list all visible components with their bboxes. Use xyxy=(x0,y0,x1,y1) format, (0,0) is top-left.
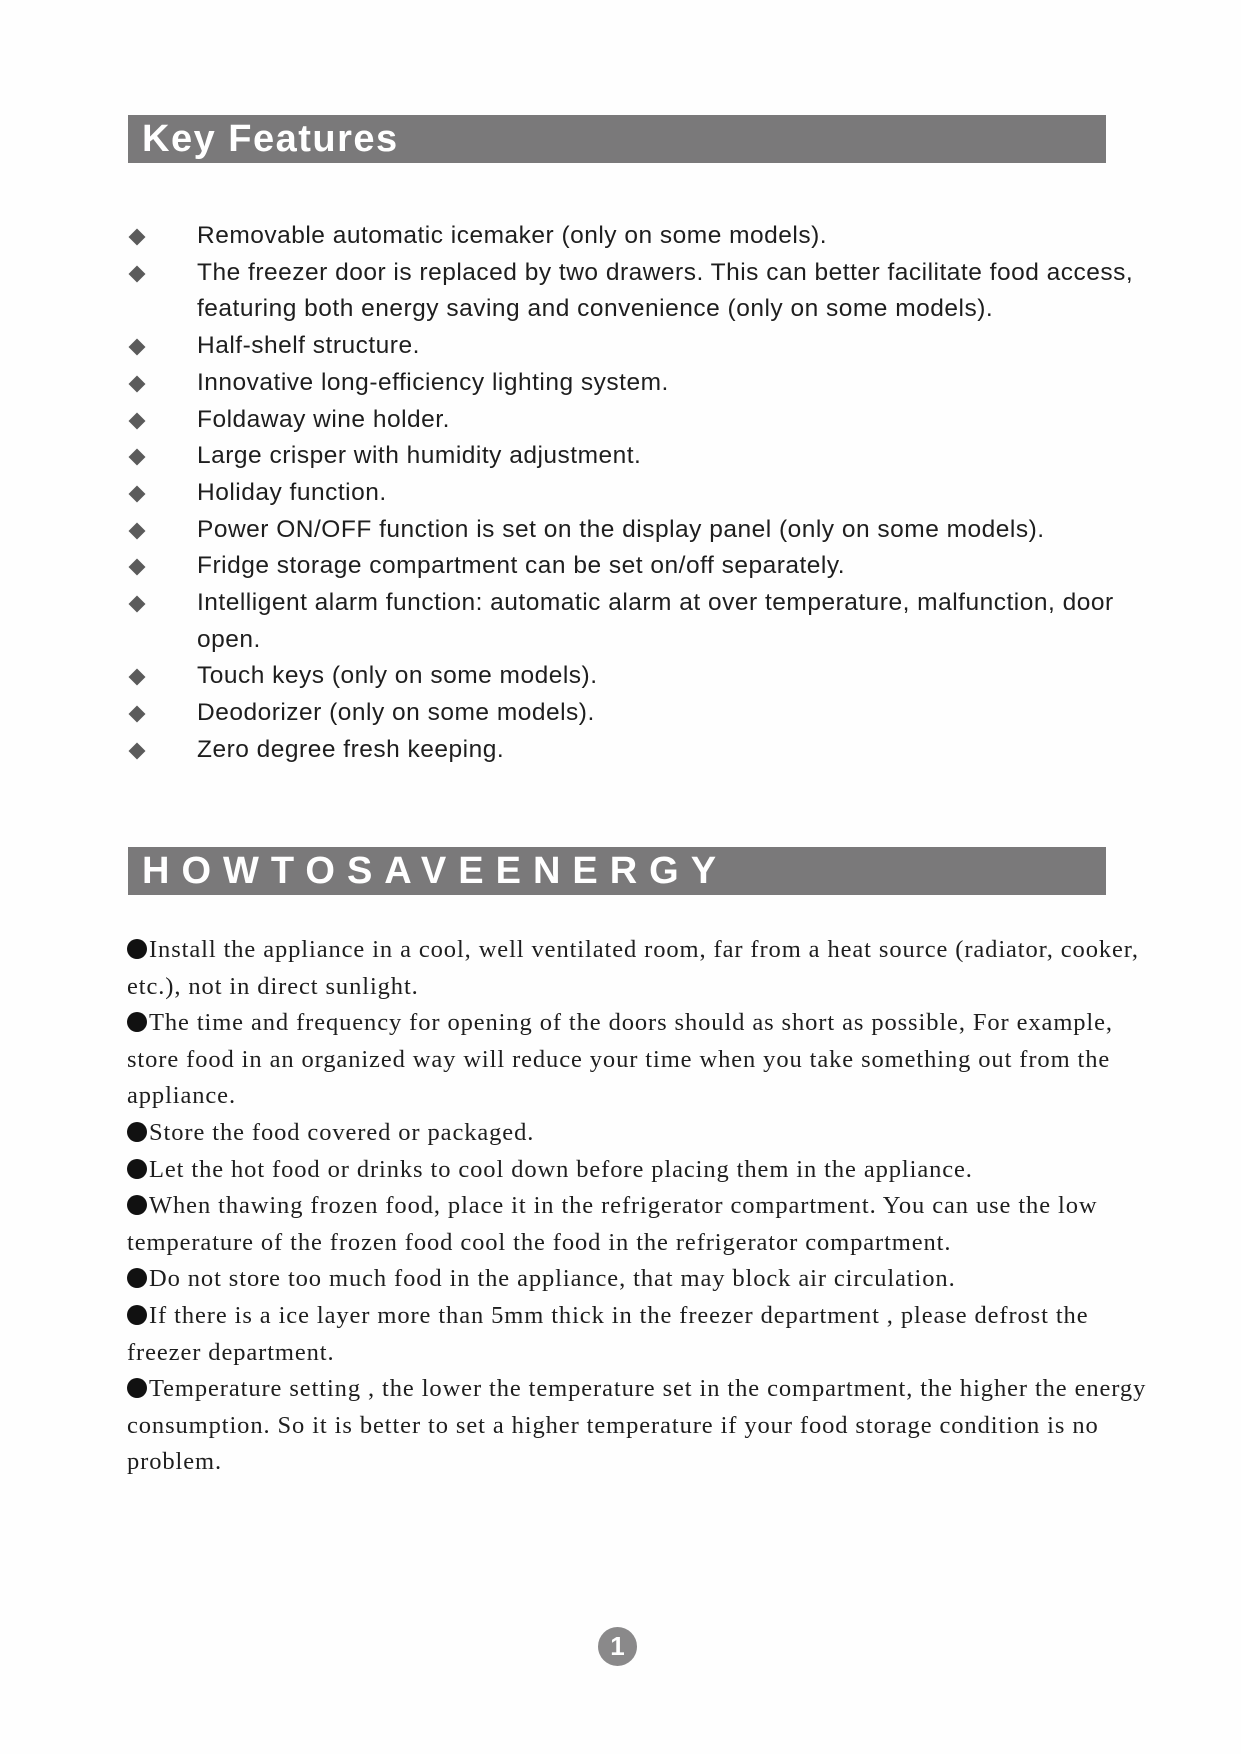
feature-item xyxy=(128,328,1148,365)
save-energy-list xyxy=(127,932,1157,1481)
energy-tip xyxy=(127,932,1157,1005)
page-number: 1 xyxy=(610,1631,625,1661)
feature-text: Zero degree fresh keeping. xyxy=(197,735,505,763)
energy-tip-text: Install the appliance in a cool, well ventilated room, far from a heat source (radiator, cooker, etc.), not in direct sunlight. xyxy=(127,936,1139,1000)
feature-text: The freezer door is replaced by two drawers. This can better facilitate food access, featuring both energy saving and convenience (only on some models). xyxy=(197,258,1134,323)
energy-tip xyxy=(127,1298,1157,1371)
feature-text: Holiday function. xyxy=(197,478,387,506)
energy-tip xyxy=(127,1115,1157,1152)
energy-tip xyxy=(127,1261,1157,1298)
feature-item xyxy=(128,512,1148,549)
round-bullet-icon xyxy=(127,1195,147,1215)
energy-tip-text: Store the food covered or packaged. xyxy=(149,1118,535,1146)
feature-item xyxy=(128,475,1148,512)
diamond-bullet-icon xyxy=(129,559,146,576)
page-number-badge xyxy=(598,1627,637,1666)
round-bullet-icon xyxy=(127,1159,147,1179)
energy-tip-text: If there is a ice layer more than 5mm thick in the freezer department , please defrost the freezer department. xyxy=(127,1301,1089,1366)
round-bullet-icon xyxy=(127,1012,147,1032)
round-bullet-icon xyxy=(127,1305,147,1325)
energy-tip-text: The time and frequency for opening of the doors should as short as possible, For example, store food in an organized way will reduce your time when you take something out from the appliance. xyxy=(127,1009,1113,1110)
feature-item xyxy=(128,218,1148,255)
feature-item xyxy=(128,255,1148,328)
diamond-bullet-icon xyxy=(129,412,146,429)
round-bullet-icon xyxy=(127,939,147,959)
round-bullet-icon xyxy=(127,1268,147,1288)
save-energy-title: HOWTOSAVEENERGY xyxy=(142,849,729,892)
feature-text: Innovative long-efficiency lighting system. xyxy=(197,368,669,396)
feature-item xyxy=(128,402,1148,439)
diamond-bullet-icon xyxy=(129,522,146,539)
energy-tip xyxy=(127,1371,1157,1481)
diamond-bullet-icon xyxy=(129,669,146,686)
energy-tip-text: Temperature setting , the lower the temperature set in the compartment, the higher the energy consumption. So it is better to set a higher temperature if your food storage condition is no problem. xyxy=(127,1375,1147,1476)
diamond-bullet-icon xyxy=(129,596,146,613)
feature-text: Fridge storage compartment can be set on/off separately. xyxy=(197,552,846,580)
diamond-bullet-icon xyxy=(129,265,146,282)
diamond-bullet-icon xyxy=(129,229,146,246)
diamond-bullet-icon xyxy=(129,449,146,466)
feature-text: Foldaway wine holder. xyxy=(197,405,450,433)
diamond-bullet-icon xyxy=(129,339,146,356)
energy-tip xyxy=(127,1005,1157,1115)
feature-text: Touch keys (only on some models). xyxy=(197,662,598,690)
feature-text: Intelligent alarm function: automatic alarm at over temperature, malfunction, door open. xyxy=(197,589,1114,653)
save-energy-header xyxy=(128,847,1106,895)
key-features-header xyxy=(128,115,1106,163)
feature-text: Half-shelf structure. xyxy=(197,332,420,360)
round-bullet-icon xyxy=(127,1378,147,1398)
energy-tip xyxy=(127,1152,1157,1189)
feature-item xyxy=(128,548,1148,585)
round-bullet-icon xyxy=(127,1122,147,1142)
key-features-title: Key Features xyxy=(142,117,399,160)
feature-item xyxy=(128,438,1148,475)
diamond-bullet-icon xyxy=(129,485,146,502)
energy-tip xyxy=(127,1188,1157,1261)
energy-tip-text: When thawing frozen food, place it in the refrigerator compartment. You can use the low temperature of the frozen food cool the food in the refrigerator compartment. xyxy=(127,1192,1098,1256)
feature-item xyxy=(128,365,1148,402)
feature-text: Power ON/OFF function is set on the display panel (only on some models). xyxy=(197,515,1045,543)
feature-item xyxy=(128,585,1148,658)
diamond-bullet-icon xyxy=(129,742,146,759)
feature-item xyxy=(128,658,1148,695)
feature-item xyxy=(128,695,1148,732)
feature-text: Large crisper with humidity adjustment. xyxy=(197,442,642,470)
feature-item xyxy=(128,732,1148,769)
diamond-bullet-icon xyxy=(129,706,146,723)
feature-text: Deodorizer (only on some models). xyxy=(197,699,595,727)
diamond-bullet-icon xyxy=(129,375,146,392)
energy-tip-text: Let the hot food or drinks to cool down before placing them in the appliance. xyxy=(149,1155,973,1183)
key-features-list xyxy=(128,218,1148,769)
energy-tip-text: Do not store too much food in the appliance, that may block air circulation. xyxy=(149,1265,956,1293)
feature-text: Removable automatic icemaker (only on some models). xyxy=(197,222,828,249)
